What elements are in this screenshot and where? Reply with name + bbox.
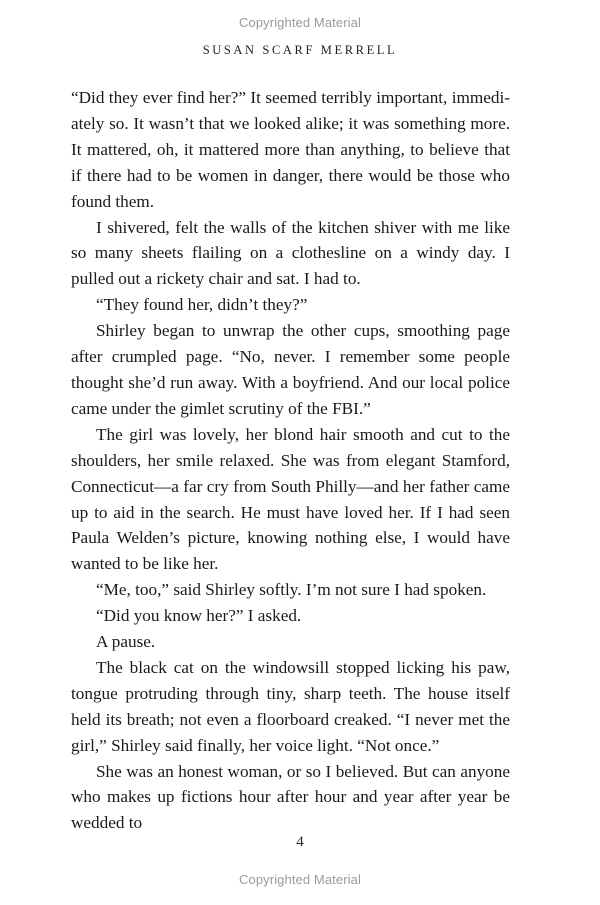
paragraph-7: “Did you know her?” I asked. <box>96 606 302 626</box>
page-number: 4 <box>296 834 304 850</box>
running-head-author: SUSAN SCARF MERRELL <box>202 43 398 57</box>
paragraph-6: “Me, too,” said Shirley softly. I’m not sure I had spoken. <box>96 580 487 600</box>
copyright-watermark-bottom: Copyrighted Material <box>239 872 361 887</box>
paragraph-9: The black cat on the windowsill stopped licking his paw, tongue protruding through tiny, sharp teeth. The house itself held its breath; not even a floorboard creaked. “I never met the girl,” Shirley said finally, her voice light. “Not once.” <box>71 657 510 755</box>
paragraph-1: “Did they ever find her?” It seemed terribly important, immediately so. It wasn’t that we looked alike; it was something more. It mattered, oh, it mattered more than anything, to believe that if there had to be women in danger, there would be those who found them. <box>71 88 510 211</box>
paragraph-5: The girl was lovely, her blond hair smooth and cut to the shoulders, her smile relaxed. She was from elegant Stamford, Connecticut—a far cry from South Philly—and her father came up to aid in the search. He must have loved her. If I had seen Paula Welden’s picture, knowing nothing else, I would have wanted to be like her. <box>71 424 510 574</box>
paragraph-2: I shivered, felt the walls of the kitchen shiver with me like so many sheets flailing on a clothesline on a windy day. I pulled out a rickety chair and sat. I had to. <box>71 217 510 289</box>
book-page-body <box>71 85 510 836</box>
copyright-watermark-top: Copyrighted Material <box>239 15 361 30</box>
paragraph-3: “They found her, didn’t they?” <box>96 295 308 315</box>
paragraph-10: She was an honest woman, or so I believed. But can anyone who makes up fictions hour after hour and year after year be wedded to <box>71 761 510 833</box>
paragraph-4: Shirley began to unwrap the other cups, smoothing page after crumpled page. “No, never. I remember some people thought she’d run away. With a boyfriend. And our local police came under the gimlet scrutiny of the FBI.” <box>71 321 510 418</box>
paragraph-8: A pause. <box>96 632 156 652</box>
